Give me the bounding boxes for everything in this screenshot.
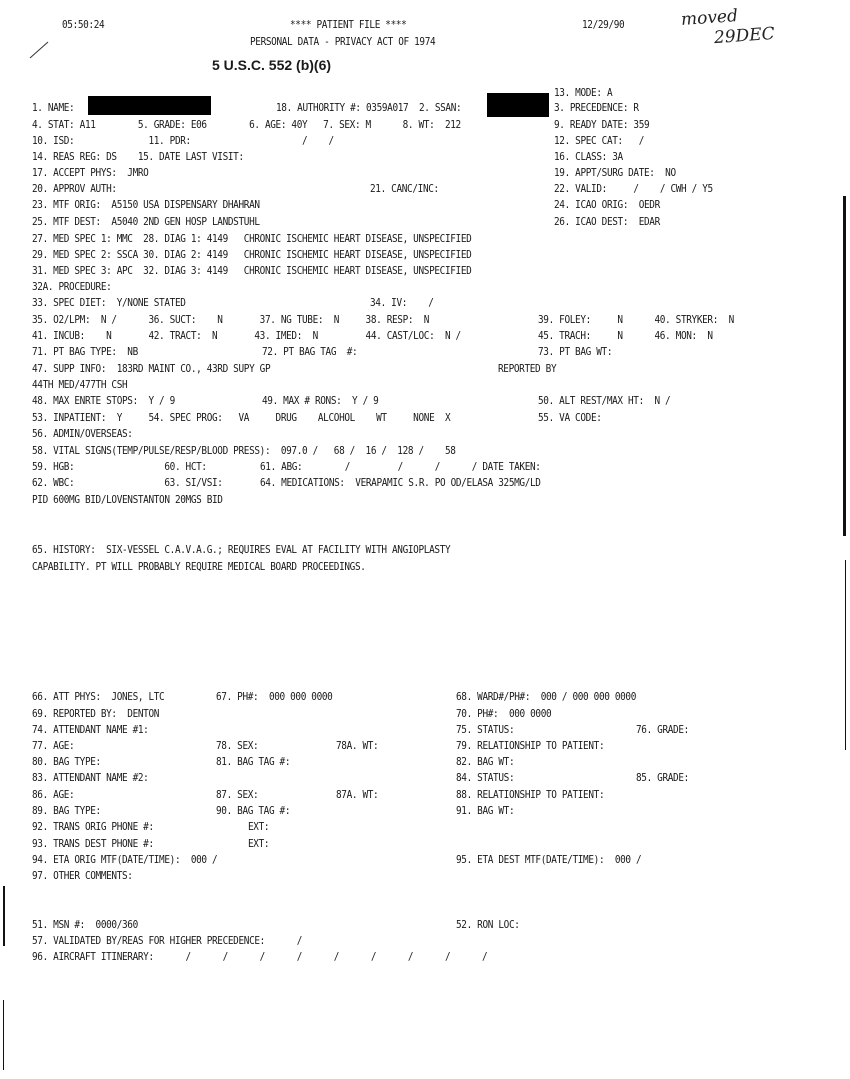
print-time: 05:50:24 — [62, 19, 105, 32]
field-name: 1. NAME: — [32, 102, 75, 115]
field-appt-surg-date: 19. APPT/SURG DATE: NO — [554, 167, 676, 180]
field-max-rons: 49. MAX # RONS: Y / 9 — [262, 395, 379, 408]
field-inpatient-spec-prog: 53. INPATIENT: Y 54. SPEC PROG: VA DRUG ALCOHOL WT NONE X — [32, 412, 451, 425]
field-trans-orig-ext: EXT: — [248, 821, 270, 834]
field-medications-cont: PID 600MG BID/LOVENSTANTON 20MGS BID — [32, 494, 223, 507]
field-trach-mon: 45. TRACH: N 46. MON: N — [538, 330, 713, 343]
field-mtf-orig: 23. MTF ORIG: A5150 USA DISPENSARY DHAHRAN — [32, 199, 260, 212]
field-procedure: 32A. PROCEDURE: — [32, 281, 112, 294]
pen-mark — [28, 38, 52, 60]
field-mtf-dest: 25. MTF DEST: A5040 2ND GEN HOSP LANDSTUHL — [32, 216, 260, 229]
field-pt-bag-wt: 73. PT BAG WT: — [538, 346, 613, 359]
field-attendant-2-wt: 87A. WT: — [336, 789, 379, 802]
field-eta-dest: 95. ETA DEST MTF(DATE/TIME): 000 / — [456, 854, 642, 867]
field-pt-bag-tag: 72. PT BAG TAG #: — [262, 346, 358, 359]
field-supp-info-cont: 44TH MED/477TH CSH — [32, 379, 128, 392]
field-spec-cat: 12. SPEC CAT: / — [554, 135, 645, 148]
field-spec-diet: 33. SPEC DIET: Y/NONE STATED — [32, 297, 186, 310]
field-attendant-1-bag-wt: 82. BAG WT: — [456, 756, 515, 769]
field-vital-signs: 58. VITAL SIGNS(TEMP/PULSE/RESP/BLOOD PRESS): 097.0 / 68 / 16 / 128 / 58 — [32, 445, 456, 458]
handwritten-note-moved: moved — [680, 6, 739, 30]
field-valid: 22. VALID: / / CWH / Y5 — [554, 183, 713, 196]
field-canc-inc: 21. CANC/INC: — [370, 183, 439, 196]
field-med-spec-2: 29. MED SPEC 2: SSCA 30. DIAG 2: 4149 CHRONIC ISCHEMIC HEART DISEASE, UNSPECIFIED — [32, 249, 472, 262]
field-pt-bag-type: 71. PT BAG TYPE: NB — [32, 346, 138, 359]
field-attendant-1-status: 75. STATUS: — [456, 724, 515, 737]
field-icao-dest: 26. ICAO DEST: EDAR — [554, 216, 660, 229]
field-stat-grade-age: 4. STAT: A11 5. GRADE: E06 6. AGE: 40Y 7. SEX: M 8. WT: 212 — [32, 119, 461, 132]
field-reported-by: 69. REPORTED BY: DENTON — [32, 708, 160, 721]
field-msn: 51. MSN #: 0000/360 — [32, 919, 138, 932]
field-max-enrte-stops: 48. MAX ENRTE STOPS: Y / 9 — [32, 395, 175, 408]
field-attendant-1-grade: 76. GRADE: — [636, 724, 689, 737]
field-medications: 64. MEDICATIONS: VERAPAMIC S.R. PO OD/ELASA 325MG/LD — [260, 477, 541, 490]
field-ward-phone: 68. WARD#/PH#: 000 / 000 000 0000 — [456, 691, 637, 704]
ssan-redaction — [487, 93, 549, 117]
field-ready-date: 9. READY DATE: 359 — [554, 119, 650, 132]
field-attendant-2-relationship: 88. RELATIONSHIP TO PATIENT: — [456, 789, 605, 802]
field-attendant-2-name: 83. ATTENDANT NAME #2: — [32, 772, 149, 785]
field-other-comments: 97. OTHER COMMENTS: — [32, 870, 133, 883]
field-va-code: 55. VA CODE: — [538, 412, 602, 425]
field-precedence: 3. PRECEDENCE: R — [554, 102, 639, 115]
right-edge-mark — [843, 196, 846, 536]
field-eta-orig: 94. ETA ORIG MTF(DATE/TIME): 000 / — [32, 854, 218, 867]
field-attendant-1-relationship: 79. RELATIONSHIP TO PATIENT: — [456, 740, 605, 753]
document-subtitle: PERSONAL DATA - PRIVACY ACT OF 1974 — [250, 36, 436, 49]
field-attendant-2-bag-tag: 90. BAG TAG #: — [216, 805, 291, 818]
field-history-cont: CAPABILITY. PT WILL PROBABLY REQUIRE MEDICAL BOARD PROCEEDINGS. — [32, 561, 366, 574]
field-attendant-2-age: 86. AGE: — [32, 789, 75, 802]
field-attendant-1-bag-type: 80. BAG TYPE: — [32, 756, 101, 769]
field-reas-reg: 14. REAS REG: DS 15. DATE LAST VISIT: — [32, 151, 244, 164]
field-trans-dest-ext: EXT: — [248, 838, 270, 851]
field-attendant-2-grade: 85. GRADE: — [636, 772, 689, 785]
foia-exemption-stamp: 5 U.S.C. 552 (b)(6) — [212, 57, 332, 73]
document-title: **** PATIENT FILE **** — [290, 19, 407, 32]
right-edge-mark-lower — [845, 560, 846, 750]
field-attendant-2-bag-wt: 91. BAG WT: — [456, 805, 515, 818]
field-history: 65. HISTORY: SIX-VESSEL C.A.V.A.G.; REQUIRES EVAL AT FACILITY WITH ANGIOPLASTY — [32, 544, 451, 557]
field-isd-pdr: 10. ISD: 11. PDR: / / — [32, 135, 334, 148]
field-attendant-2-bag-type: 89. BAG TYPE: — [32, 805, 101, 818]
field-reported-by-label: REPORTED BY — [498, 363, 557, 376]
field-ron-loc: 52. RON LOC: — [456, 919, 520, 932]
field-class: 16. CLASS: 3A — [554, 151, 623, 164]
field-attendant-2-status: 84. STATUS: — [456, 772, 515, 785]
field-med-spec-3: 31. MED SPEC 3: APC 32. DIAG 3: 4149 CHRONIC ISCHEMIC HEART DISEASE, UNSPECIFIED — [32, 265, 472, 278]
field-admin-overseas: 56. ADMIN/OVERSEAS: — [32, 428, 133, 441]
field-med-spec-1: 27. MED SPEC 1: MMC 28. DIAG 1: 4149 CHRONIC ISCHEMIC HEART DISEASE, UNSPECIFIED — [32, 233, 472, 246]
field-trans-orig-phone: 92. TRANS ORIG PHONE #: — [32, 821, 154, 834]
field-accept-phys: 17. ACCEPT PHYS: JMRO — [32, 167, 149, 180]
field-att-phys-phone: 67. PH#: 000 000 0000 — [216, 691, 333, 704]
field-mode: 13. MODE: A — [554, 87, 613, 100]
field-reporter-phone: 70. PH#: 000 0000 — [456, 708, 552, 721]
field-trans-dest-phone: 93. TRANS DEST PHONE #: — [32, 838, 154, 851]
left-edge-mark — [3, 886, 5, 946]
field-iv: 34. IV: / — [370, 297, 434, 310]
field-attendant-2-sex: 87. SEX: — [216, 789, 259, 802]
left-edge-mark-lower — [3, 1000, 4, 1070]
field-incub-tract-imed: 41. INCUB: N 42. TRACT: N 43. IMED: N 44. CAST/LOC: N / — [32, 330, 461, 343]
field-validated-by: 57. VALIDATED BY/REAS FOR HIGHER PRECEDENCE: / — [32, 935, 303, 948]
field-attendant-1-bag-tag: 81. BAG TAG #: — [216, 756, 291, 769]
field-icao-orig: 24. ICAO ORIG: OEDR — [554, 199, 660, 212]
field-approv-auth: 20. APPROV AUTH: — [32, 183, 117, 196]
field-abg: 61. ABG: / / / / DATE TAKEN: — [260, 461, 541, 474]
field-supp-info: 47. SUPP INFO: 183RD MAINT CO., 43RD SUPY GP — [32, 363, 271, 376]
handwritten-note-date: 29DEC — [713, 23, 776, 49]
field-attendant-1-age: 77. AGE: — [32, 740, 75, 753]
field-alt-rest: 50. ALT REST/MAX HT: N / — [538, 395, 671, 408]
field-attendant-1-sex: 78. SEX: — [216, 740, 259, 753]
field-o2-suct-ng-resp: 35. O2/LPM: N / 36. SUCT: N 37. NG TUBE: N 38. RESP: N — [32, 314, 430, 327]
field-wbc-si: 62. WBC: 63. SI/VSI: — [32, 477, 223, 490]
field-authority-ssan: 18. AUTHORITY #: 0359A017 2. SSAN: — [276, 102, 462, 115]
name-redaction — [88, 96, 211, 115]
field-attendant-1-wt: 78A. WT: — [336, 740, 379, 753]
field-foley-stryker: 39. FOLEY: N 40. STRYKER: N — [538, 314, 734, 327]
print-date: 12/29/90 — [582, 19, 625, 32]
field-attendant-1-name: 74. ATTENDANT NAME #1: — [32, 724, 149, 737]
field-hgb-hct: 59. HGB: 60. HCT: — [32, 461, 207, 474]
field-aircraft-itinerary: 96. AIRCRAFT ITINERARY: / / / / / / / / / — [32, 951, 488, 964]
field-att-phys: 66. ATT PHYS: JONES, LTC — [32, 691, 165, 704]
